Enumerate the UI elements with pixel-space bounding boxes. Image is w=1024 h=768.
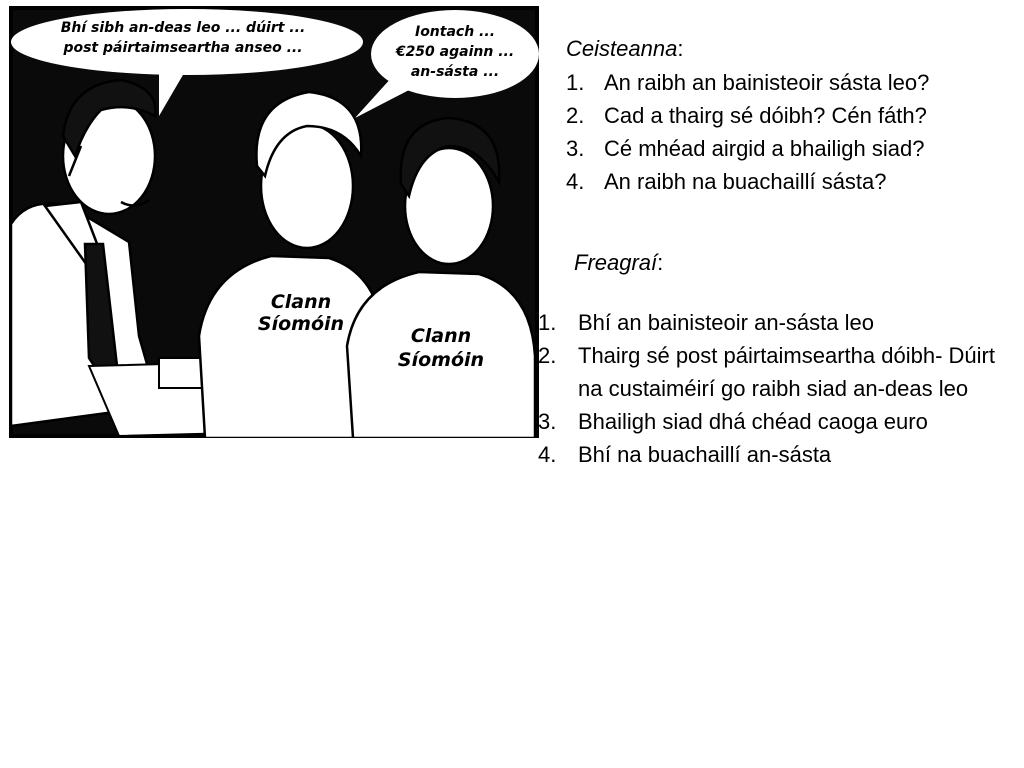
question-item: 3. Cé mhéad airgid a bhailigh siad? <box>566 136 925 161</box>
shirt2-line1: Clann <box>410 325 472 347</box>
answers-list <box>538 306 1018 471</box>
questions-list <box>566 66 1006 198</box>
questions-heading: Ceisteanna: <box>566 36 684 61</box>
question-item: 2. Cad a thairg sé dóibh? Cén fáth? <box>566 103 927 128</box>
shirt1-line1: Clann <box>270 291 332 313</box>
bubble-right-line1: Iontach ... <box>414 24 496 40</box>
bubble-right-line3: an-sásta ... <box>410 64 500 80</box>
bubble-right-line2: €250 againn ... <box>395 44 515 60</box>
comic-panel <box>9 6 539 438</box>
bubble-left-line2: post páirtaimseartha anseo ... <box>63 40 303 56</box>
question-item: 4. An raibh na buachaillí sásta? <box>566 169 887 194</box>
answer-item: 4. Bhí na buachaillí an-sásta <box>538 442 832 467</box>
question-item: 1. An raibh an bainisteoir sásta leo? <box>566 70 930 95</box>
shirt2-line2: Síomóin <box>397 349 485 371</box>
answer-item: 2. Thairg sé post páirtaimseartha dóibh- Dúirt na custaiméirí go raibh siad an-deas leo <box>538 343 995 401</box>
answers-heading: Freagraí: <box>574 250 664 275</box>
comic-illustration <box>9 6 539 438</box>
answer-item: 1. Bhí an bainisteoir an-sásta leo <box>538 310 874 335</box>
shirt1-line2: Síomóin <box>257 313 345 335</box>
answer-item: 3. Bhailigh siad dhá chéad caoga euro <box>538 409 928 434</box>
bubble-left-line1: Bhí sibh an-deas leo ... dúirt ... <box>60 20 306 36</box>
